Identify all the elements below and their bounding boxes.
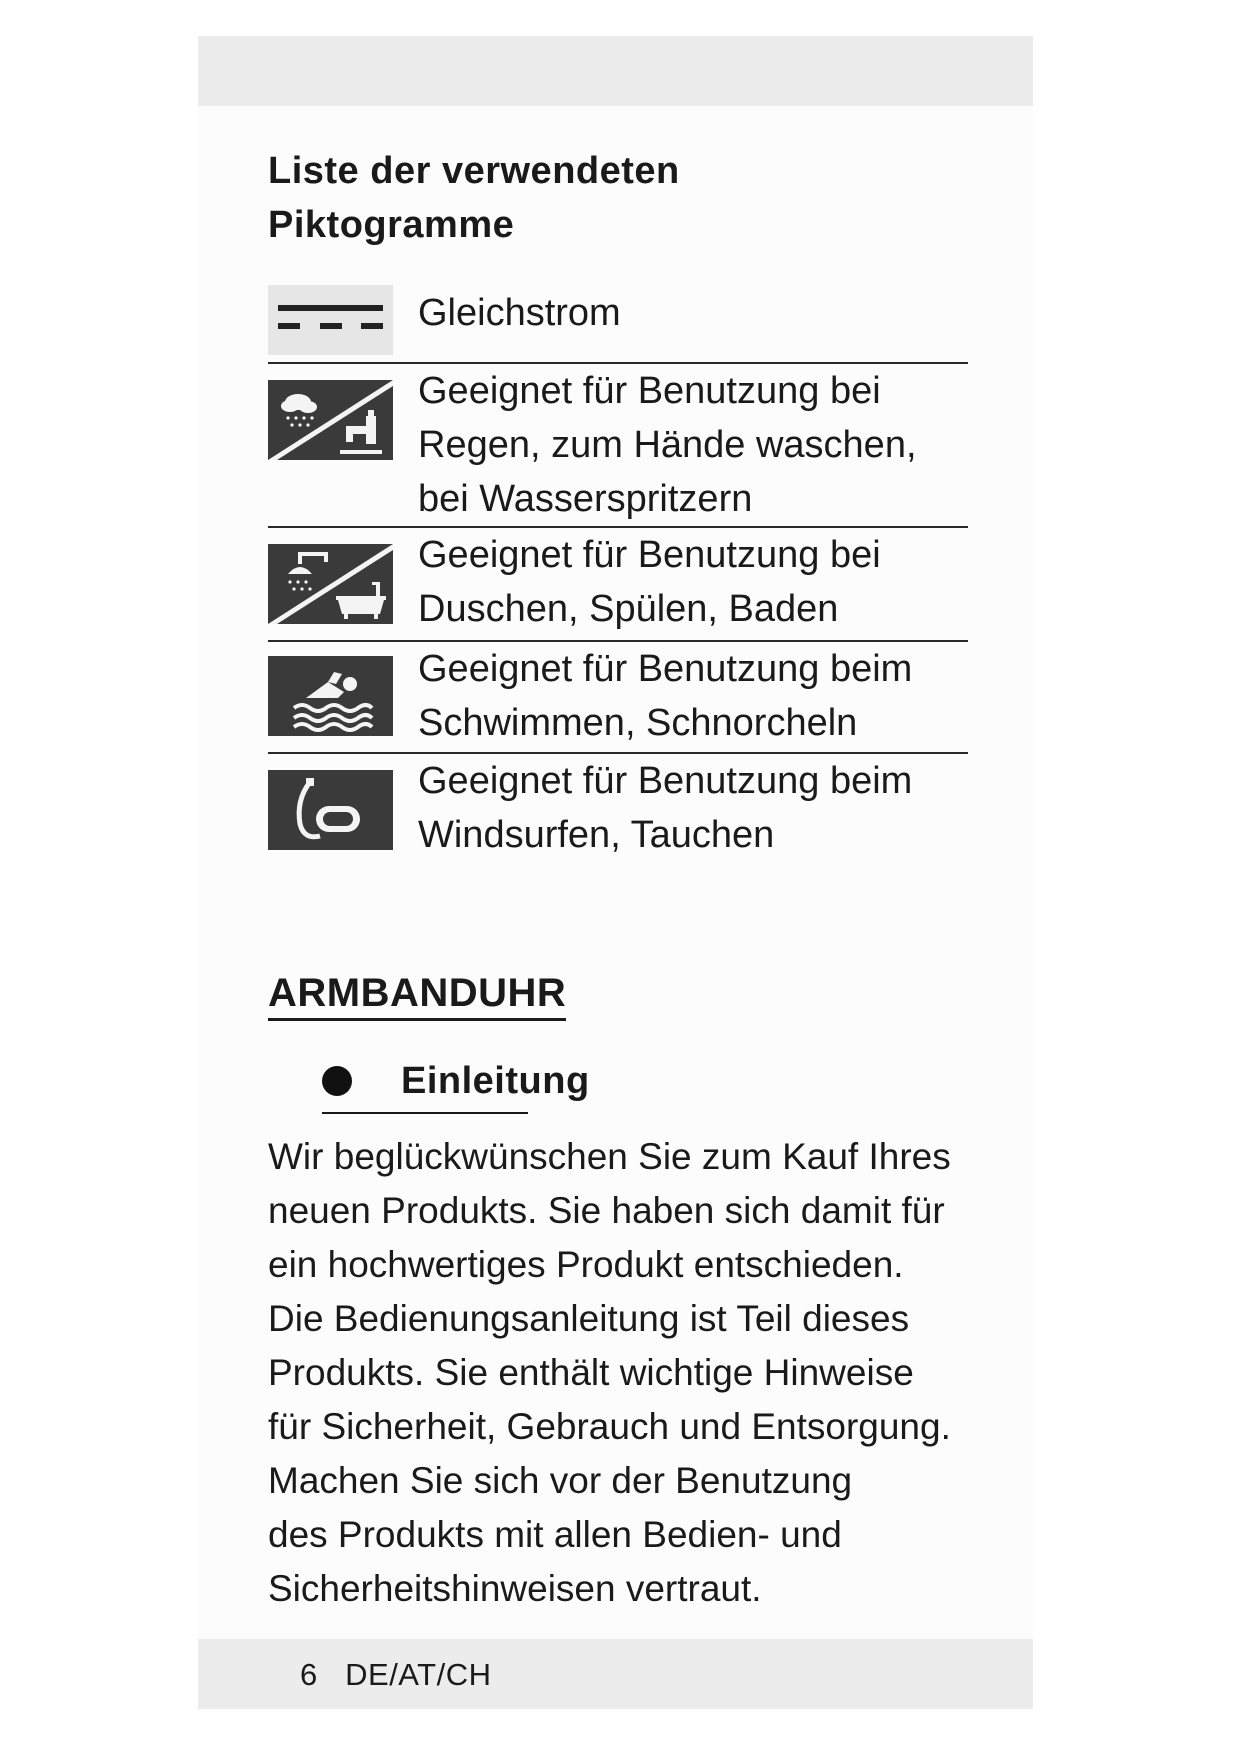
pictogram-label: Geeignet für Benutzung bei Regen, zum Hände waschen, bei Wasserspritzern [418,370,917,520]
pictogram-row-direct-current [268,280,968,364]
locale-label: DE/AT/CH [345,1657,492,1692]
bullet-icon [322,1066,352,1096]
intro-paragraph: Wir beglückwünschen Sie zum Kauf Ihres neuen Produkts. Sie haben sich damit für ein hochwertiges Produkt entschieden. Die Bedienungsanleitung ist Teil dieses Produkts. Sie enthält wichtige Hinweise für Sicherheit, Gebrauch und Entsorgung. Machen Sie sich vor der Benutzung des Produkts mit allen Bedien- und Sicherheitshinweisen vertraut. [268,1136,951,1609]
direct-current-icon [268,280,393,360]
pictogram-label: Geeignet für Benutzung beim Windsurfen, Tauchen [418,760,913,856]
pictogram-label: Gleichstrom [418,292,621,334]
footer-band [198,1639,1033,1709]
pictogram-label: Geeignet für Benutzung beim Schwimmen, Schnorcheln [418,648,913,744]
subheading: Einleitung [401,1060,590,1102]
pictogram-label: Geeignet für Benutzung bei Duschen, Spülen, Baden [418,534,881,630]
pictogram-list-title [268,144,828,252]
section-heading: ARMBANDUHR [268,968,566,1021]
title-line-2: Piktogramme [268,204,515,246]
page-footer [300,1657,492,1693]
header-band [198,36,1033,106]
pictogram-row-diving [268,754,968,866]
page-number: 6 [300,1657,318,1692]
subheading-block [322,1056,622,1126]
subheading-underline [322,1112,528,1114]
pictogram-row-swimming [268,642,968,754]
title-line-1: Liste der verwendeten [268,150,680,192]
rain-faucet-icon [268,380,393,460]
snorkel-mask-icon [268,770,393,850]
pictogram-row-rain [268,364,968,528]
shower-bathtub-icon [268,544,393,624]
swimmer-icon [268,656,393,736]
manual-page [198,36,1033,1709]
pictogram-row-shower [268,528,968,642]
